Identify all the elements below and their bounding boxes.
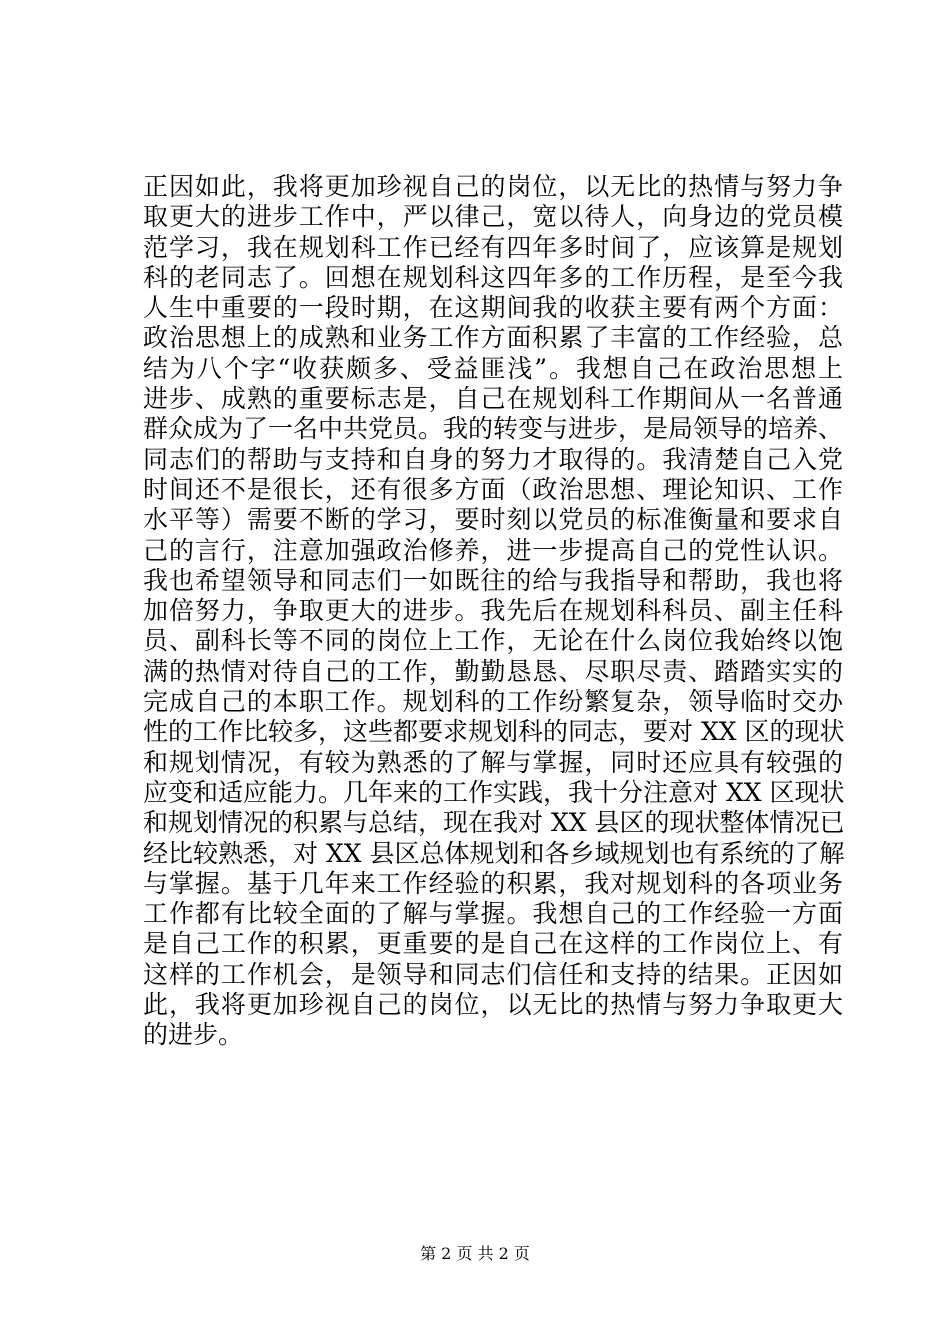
text-line: 工作都有比较全面的了解与掌握。我想自己的工作经验一方面: [143, 899, 843, 929]
text-line: 和规划情况的积累与总结，现在我对 XX 县区的现状整体情况已: [143, 808, 845, 838]
text-line: 时间还不是很长，还有很多方面（政治思想、理论知识、工作: [143, 474, 843, 504]
text-line: 性的工作比较多，这些都要求规划科的同志，要对 XX 区的现状: [143, 717, 845, 747]
text-line: 满的热情对待自己的工作，勤勤恳恳、尽职尽责、踏踏实实的: [143, 656, 843, 686]
text-line: 加倍努力，争取更大的进步。我先后在规划科科员、副主任科: [143, 596, 843, 626]
text-line: 群众成为了一名中共党员。我的转变与进步，是局领导的培养、: [143, 414, 844, 444]
text-line: 我也希望领导和同志们一如既往的给与我指导和帮助，我也将: [143, 565, 843, 595]
text-line: 经比较熟悉，对 XX 县区总体规划和各乡域规划也有系统的了解: [143, 838, 845, 868]
text-line: 正因如此，我将更加珍视自己的岗位，以无比的热情与努力争: [143, 172, 843, 201]
text-line: 和规划情况，有较为熟悉的了解与掌握，同时还应具有较强的: [143, 747, 843, 777]
text-line: 应变和适应能力。几年来的工作实践，我十分注意对 XX 区现状: [143, 777, 845, 807]
page-footer: 第 2 页 共 2 页: [420, 1244, 530, 1263]
text-line: 结为八个字“收获颇多、受益匪浅”。我想自己在政治思想上: [143, 353, 843, 383]
text-line: 进步、成熟的重要标志是，自己在规划科工作期间从一名普通: [143, 384, 843, 414]
text-line: 与掌握。基于几年来工作经验的积累，我对规划科的各项业务: [143, 868, 843, 898]
text-line: 完成自己的本职工作。规划科的工作纷繁复杂，领导临时交办: [143, 687, 843, 717]
body-paragraph: [143, 172, 843, 1051]
text-line: 己的言行，注意加强政治修养，进一步提高自己的党性认识。: [143, 535, 843, 565]
text-line: 的进步。: [143, 1020, 244, 1050]
text-line: 同志们的帮助与支持和自身的努力才取得的。我清楚自己入党: [143, 444, 843, 474]
text-line: 人生中重要的一段时期，在这期间我的收获主要有两个方面：: [143, 293, 843, 323]
text-line: 科的老同志了。回想在规划科这四年多的工作历程，是至今我: [143, 262, 843, 292]
text-line: 是自己工作的积累，更重要的是自己在这样的工作岗位上、有: [143, 929, 843, 959]
text-line: 这样的工作机会，是领导和同志们信任和支持的结果。正因如: [143, 959, 843, 989]
text-line: 员、副科长等不同的岗位上工作，无论在什么岗位我始终以饱: [143, 626, 843, 656]
text-line: 取更大的进步工作中，严以律己，宽以待人，向身边的党员模: [143, 202, 843, 232]
text-line: 水平等）需要不断的学习，要时刻以党员的标准衡量和要求自: [143, 505, 843, 535]
text-line: 此，我将更加珍视自己的岗位，以无比的热情与努力争取更大: [143, 990, 843, 1020]
text-line: 范学习，我在规划科工作已经有四年多时间了，应该算是规划: [143, 232, 843, 262]
text-line: 政治思想上的成熟和业务工作方面积累了丰富的工作经验，总: [143, 323, 843, 353]
